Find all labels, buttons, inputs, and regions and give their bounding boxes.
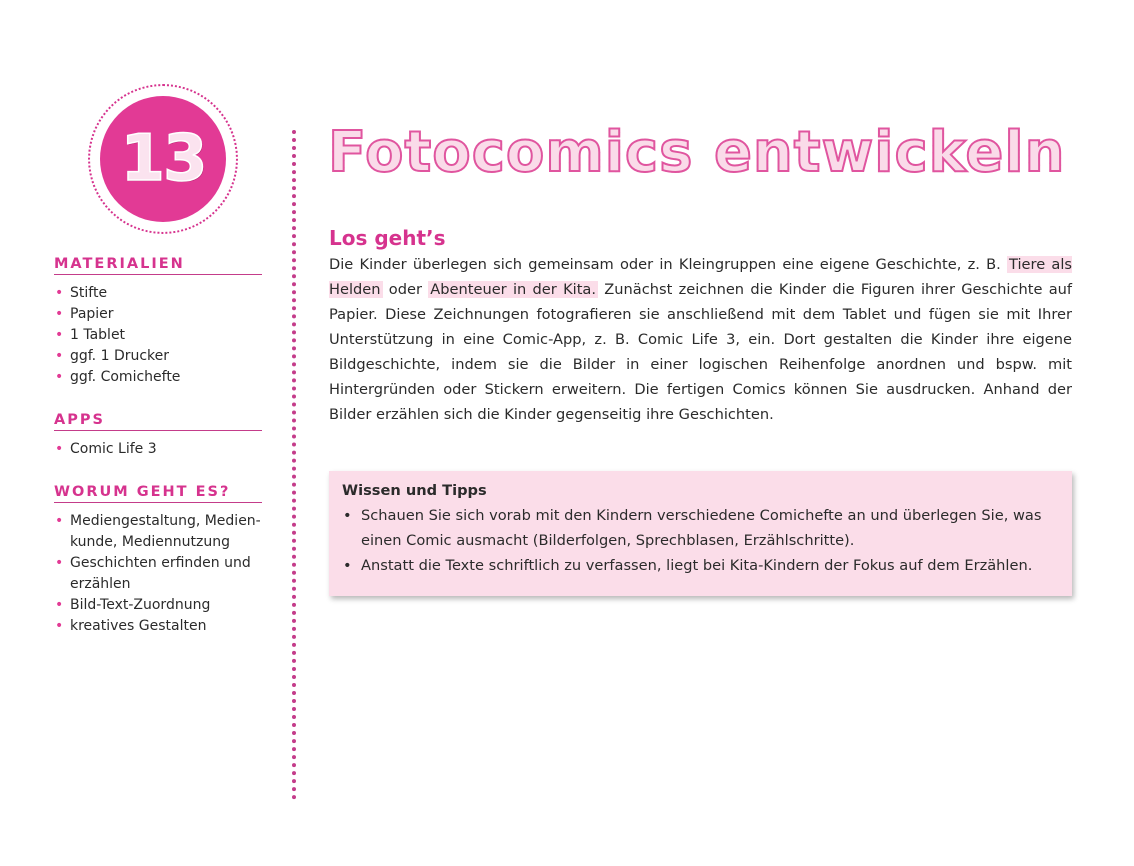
list-item-text: ggf. 1 Drucker bbox=[70, 348, 170, 364]
bullet-icon: • bbox=[55, 306, 64, 322]
tips-box bbox=[329, 471, 1072, 596]
sidebar-heading-materialien: MATERIALIEN bbox=[54, 256, 262, 275]
tips-title: Wissen und Tipps bbox=[342, 482, 487, 499]
paragraph-text: Die Kinder überlegen sich gemeinsam oder in Kleingruppen eine eigene Geschichte, z. B. bbox=[329, 256, 1001, 273]
highlight-text: Tiere als Helden bbox=[329, 256, 1073, 298]
list-item bbox=[54, 283, 262, 304]
list-item bbox=[342, 553, 1058, 578]
bullet-icon: • bbox=[55, 348, 64, 364]
section-title: Los geht’s bbox=[329, 226, 446, 250]
apps-list bbox=[54, 439, 262, 460]
list-item-text: ggf. Comichefte bbox=[70, 369, 181, 385]
bullet-icon: • bbox=[55, 618, 64, 634]
list-item bbox=[54, 595, 262, 616]
list-item bbox=[54, 304, 262, 325]
list-item-text: Bild-Text-Zuordnung bbox=[70, 597, 211, 613]
list-item-text: Stifte bbox=[70, 285, 108, 301]
tips-list bbox=[342, 503, 1058, 578]
goals-list bbox=[54, 511, 262, 637]
bullet-icon: • bbox=[55, 513, 64, 529]
list-item-text: 1 Tablet bbox=[70, 327, 126, 343]
list-item-text: Comic Life 3 bbox=[70, 441, 157, 457]
list-item-text: kreatives Gestalten bbox=[70, 618, 207, 634]
list-item-text: Papier bbox=[70, 306, 114, 322]
sidebar-section-worum-geht-es bbox=[54, 484, 262, 637]
list-item-text: Anstatt die Texte schriftlich zu verfassen, liegt bei Kita-Kindern der Fokus auf dem Erzählen. bbox=[361, 557, 1033, 574]
chapter-number-badge bbox=[100, 96, 226, 222]
bullet-icon: • bbox=[55, 441, 64, 457]
materials-list bbox=[54, 283, 262, 388]
highlight-text: Abenteuer in der Kita. bbox=[430, 281, 596, 298]
sidebar-section-apps bbox=[54, 412, 262, 460]
list-item bbox=[54, 511, 262, 553]
sidebar bbox=[54, 256, 262, 661]
sidebar-heading-apps: APPS bbox=[54, 412, 262, 431]
page-title: Fotocomics entwickeln bbox=[328, 120, 1066, 185]
chapter-number: 13 bbox=[120, 122, 206, 196]
instructions-paragraph bbox=[329, 252, 1072, 427]
list-item bbox=[54, 616, 262, 637]
list-item-text: Geschichten erfinden und erzählen bbox=[70, 555, 251, 592]
list-item bbox=[54, 553, 262, 595]
sidebar-section-materialien bbox=[54, 256, 262, 388]
list-item bbox=[54, 325, 262, 346]
list-item bbox=[54, 367, 262, 388]
bullet-icon: • bbox=[55, 327, 64, 343]
dotted-divider bbox=[292, 130, 296, 800]
sidebar-heading-worum-geht-es: WORUM GEHT ES? bbox=[54, 484, 262, 503]
list-item-text: Mediengestaltung, Medien-kunde, Mediennutzung bbox=[70, 513, 261, 550]
bullet-icon: • bbox=[55, 597, 64, 613]
list-item bbox=[342, 503, 1058, 553]
list-item bbox=[54, 439, 262, 460]
bullet-icon: • bbox=[55, 285, 64, 301]
paragraph-text: Zunächst zeichnen die Kinder die Figuren ihrer Geschichte auf Papier. Diese Zeichnungen fotografieren sie anschließend mit dem Tablet und fügen sie mit Ihrer Unterstützung in eine Comic-App, z. B. Comic Life 3, ein. Dort gestalten die Kinder ihre eigene Bildgeschichte, indem sie die Bilder in einer logischen Reihenfolge anordnen und bspw. mit Hintergründen oder Stickern erweitern. Die fertigen Comics können Sie ausdrucken. Anhand der Bilder erzählen sich die Kinder gegenseitig ihre Geschichten. bbox=[329, 281, 1073, 423]
main-content bbox=[329, 226, 1072, 427]
list-item-text: Schauen Sie sich vorab mit den Kindern verschiedene Comichefte an und überlegen Sie, was einen Comic ausmacht (Bilderfolgen, Sprechblasen, Erzählschritte). bbox=[361, 507, 1042, 549]
list-item bbox=[54, 346, 262, 367]
bullet-icon: • bbox=[343, 507, 352, 524]
bullet-icon: • bbox=[55, 555, 64, 571]
paragraph-text: oder bbox=[388, 281, 422, 298]
bullet-icon: • bbox=[343, 557, 352, 574]
bullet-icon: • bbox=[55, 369, 64, 385]
